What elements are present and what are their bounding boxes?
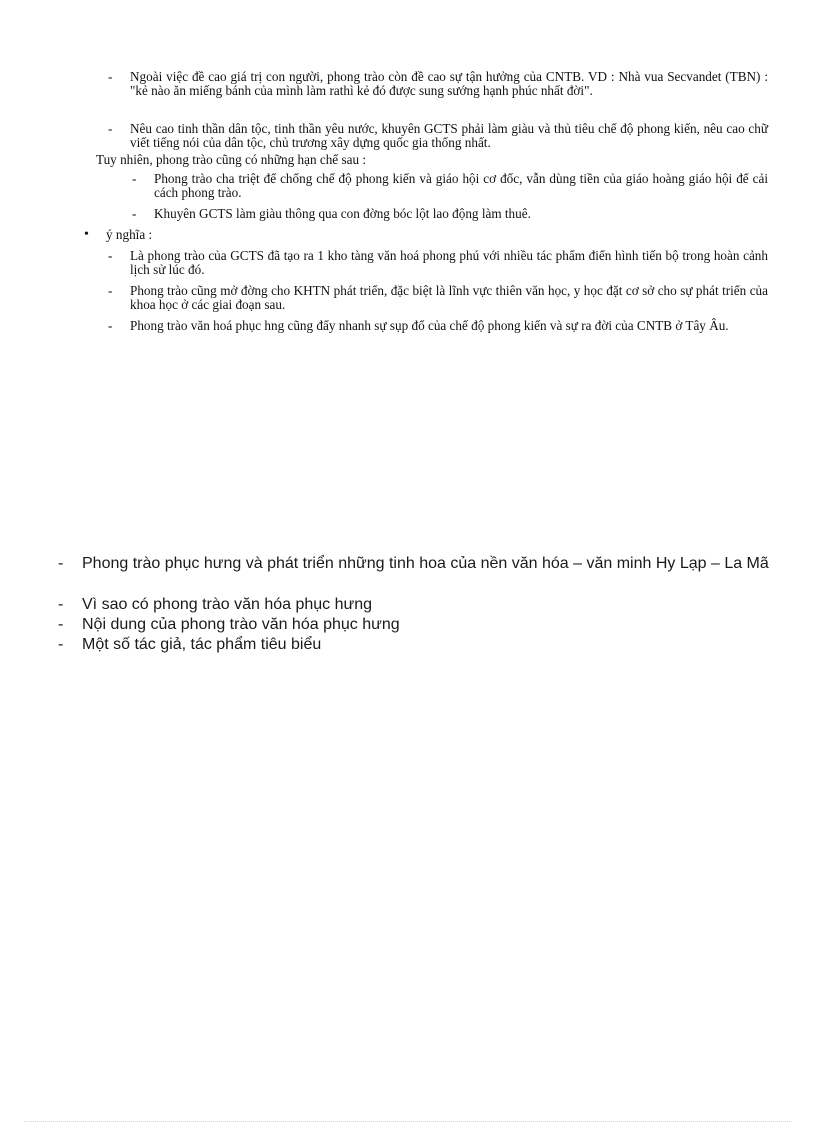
achievement-text: Nêu cao tinh thần dân tộc, tinh thần yêu nước, khuyên GCTS phải làm giàu và thủ tiêu chế độ phong kiến, nêu cao chữ viết tiếng nói của dân tộc, chủ trương xây dựng quốc gia thống nhất. (130, 121, 768, 150)
significance-heading-text: ý nghĩa : (106, 227, 153, 242)
achievement-item (108, 70, 768, 98)
significance-text: Phong trào cũng mở đờng cho KHTN phát triển, đặc biệt là lĩnh vực thiên văn học, y học đặt cơ sở cho sự phát triển của khoa học ở các giai đoạn sau. (130, 283, 768, 312)
significance-item (108, 319, 768, 333)
dash-marker: - (58, 616, 64, 633)
significance-text: Là phong trào của GCTS đã tạo ra 1 kho tàng văn hoá phong phú với nhiều tác phẩm điển hình tiến bộ trong hoàn cảnh lịch sử lúc đó. (130, 248, 768, 277)
outline-item (58, 554, 770, 574)
limitation-item (132, 207, 768, 221)
outline-item (58, 615, 770, 635)
dash-marker: - (132, 206, 137, 221)
dash-marker: - (108, 248, 113, 263)
significance-item (108, 249, 768, 277)
dash-marker: - (108, 69, 113, 84)
significance-text: Phong trào văn hoá phục hng cũng đẩy nhanh sự sụp đổ của chế độ phong kiến và sự ra đời của CNTB ở Tây Âu. (130, 318, 729, 333)
outline-text: Phong trào phục hưng và phát triển những tinh hoa của nền văn hóa – văn minh Hy Lạp – La Mã (82, 555, 769, 572)
limitation-text: Khuyên GCTS làm giàu thông qua con đờng bóc lột lao động làm thuê. (154, 206, 531, 221)
limitation-intro (96, 153, 768, 167)
dash-marker: - (108, 121, 113, 136)
limitation-item (132, 172, 768, 200)
dash-marker: - (132, 171, 137, 186)
dash-marker: - (108, 318, 113, 333)
outline-text: Một số tác giả, tác phẩm tiêu biểu (82, 636, 322, 653)
significance-item (108, 284, 768, 312)
dash-marker: - (108, 283, 113, 298)
limitation-intro-text: Tuy nhiên, phong trào cũng có những hạn chế sau : (96, 152, 367, 167)
limitation-text: Phong trào cha triệt để chống chế độ phong kiến và giáo hội cơ đốc, vẫn dùng tiền của giáo hoàng giáo hội để cải cách phong trào. (154, 171, 768, 200)
dash-marker: - (58, 596, 64, 613)
bullet-marker: • (84, 227, 89, 242)
outline-item (58, 595, 770, 615)
dash-marker: - (58, 555, 64, 572)
outline-text: Vì sao có phong trào văn hóa phục hưng (82, 596, 373, 613)
significance-heading (84, 228, 768, 242)
achievement-item (108, 122, 768, 150)
outline-text: Nội dung của phong trào văn hóa phục hưng (82, 616, 400, 633)
achievement-text: Ngoài việc đề cao giá trị con người, phong trào còn đề cao sự tận hưởng của CNTB. VD : Nhà vua Secvandet (TBN) : "kẻ nào ăn miếng bánh của mình làm rathì kẻ đó được sung sướng hạnh phúc nhất đời". (130, 69, 768, 98)
page-bottom-rule (24, 1121, 792, 1122)
outline-item (58, 635, 770, 655)
dash-marker: - (58, 636, 64, 653)
